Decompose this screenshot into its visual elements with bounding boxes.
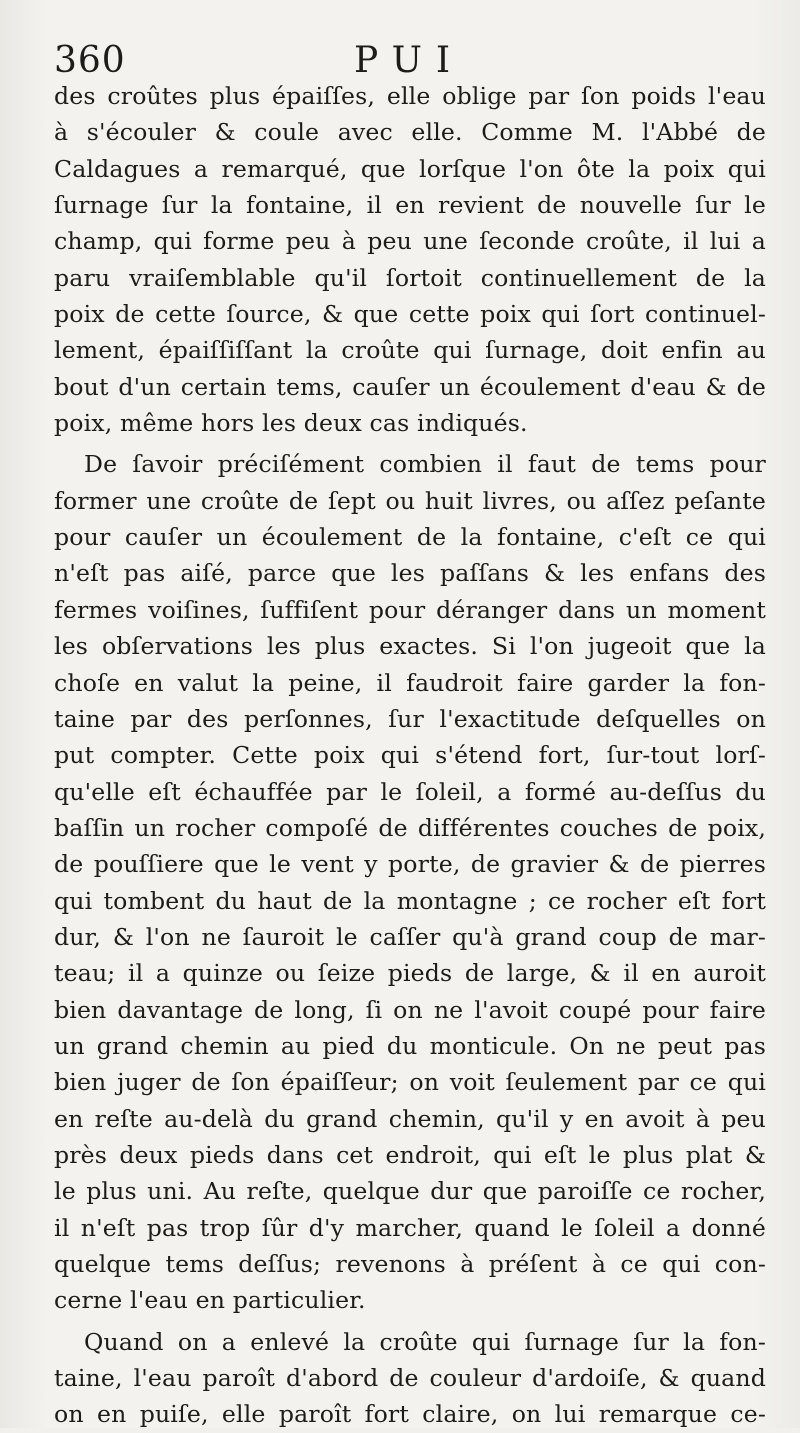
text-line: teau; il a quinze ou ſeize pieds de large, & il en auroit [54, 959, 766, 988]
text-line: n'eſt pas aiſé, parce que les paſſans & les enfans des [54, 559, 766, 588]
text-line: bien davantage de long, ſi on ne l'avoit coupé pour faire [54, 995, 766, 1024]
text-line: pour cauſer un écoulement de la fontaine, c'eſt ce qui [54, 523, 766, 552]
text-line: Quand on a enlevé la croûte qui ſurnage ſur la fon- [84, 1327, 766, 1356]
text-line: put compter. Cette poix qui s'étend fort, ſur-tout lorſ- [54, 741, 766, 770]
text-line: fermes voiſines, ſuffiſent pour déranger dans un moment [54, 595, 766, 624]
paragraph [54, 78, 766, 441]
text-line: les obſervations les plus exactes. Si l'on jugeoit que la [54, 632, 766, 661]
text-line: bien juger de ſon épaiſſeur; on voit ſeulement par ce qui [54, 1068, 766, 1097]
text-line: cerne l'eau en particulier. [54, 1286, 366, 1315]
text-line: poix de cette ſource, & que cette poix qui ſort continuel- [54, 300, 766, 329]
text-line: de pouſſiere que le vent y porte, de gravier & de pierres [54, 850, 766, 879]
text-line: le plus uni. Au reſte, quelque dur que paroiſſe ce rocher, [54, 1177, 766, 1206]
text-line: paru vraiſemblable qu'il ſortoit continuellement de la [54, 263, 766, 292]
text-line: près deux pieds dans cet endroit, qui eſt le plus plat & [54, 1140, 766, 1169]
paragraph [54, 446, 766, 1318]
text-line: des croûtes plus épaiſſes, elle oblige par ſon poids l'eau [54, 82, 766, 110]
body-text [54, 78, 766, 1433]
text-line: ſurnage ſur la fontaine, il en revient de nouvelle ſur le [54, 191, 766, 220]
text-line: poix, même hors les deux cas indiqués. [54, 409, 528, 438]
text-line: qu'elle eſt échauffée par le ſoleil, a formé au-deſſus du [54, 777, 766, 806]
text-line: taine par des perſonnes, ſur l'exactitude deſquelles on [54, 704, 766, 733]
text-line: il n'eſt pas trop ſûr d'y marcher, quand le ſoleil a donné [54, 1213, 766, 1242]
text-line: former une croûte de ſept ou huit livres, ou aſſez peſante [54, 486, 766, 515]
text-line: Caldagues a remarqué, que lorſque l'on ôte la poix qui [54, 154, 766, 183]
text-line: bout d'un certain tems, cauſer un écoulement d'eau & de [54, 372, 766, 401]
text-line: baſſin un rocher compoſé de différentes couches de poix, [54, 813, 766, 842]
text-line: qui tombent du haut de la montagne ; ce rocher eſt fort [54, 886, 766, 915]
text-line: choſe en valut la peine, il faudroit faire garder la fon- [54, 668, 766, 697]
text-line: champ, qui forme peu à peu une ſeconde croûte, il lui a [54, 227, 766, 256]
paragraph [54, 1324, 766, 1433]
text-line: on en puiſe, elle paroît fort claire, on lui remarque ce- [54, 1400, 766, 1429]
text-line: un grand chemin au pied du monticule. On ne peut pas [54, 1031, 766, 1060]
text-line: taine, l'eau paroît d'abord de couleur d'ardoiſe, & quand [54, 1364, 766, 1393]
text-line: quelque tems deſſus; revenons à préſent à ce qui con- [54, 1250, 766, 1278]
text-line: De ſavoir préciſément combien il faut de tems pour [84, 450, 766, 479]
page-number: 360 [54, 40, 126, 81]
running-head-word: PUI [354, 40, 465, 81]
text-line: dur, & l'on ne ſauroit le caſſer qu'à grand coup de mar- [54, 922, 766, 951]
text-line: en reſte au-delà du grand chemin, qu'il y en avoit à peu [54, 1104, 766, 1133]
text-line: lement, épaiſſiſſant la croûte qui ſurnage, doit enfin au [54, 336, 766, 365]
text-line: à s'écouler & coule avec elle. Comme M. l'Abbé de [54, 118, 766, 147]
